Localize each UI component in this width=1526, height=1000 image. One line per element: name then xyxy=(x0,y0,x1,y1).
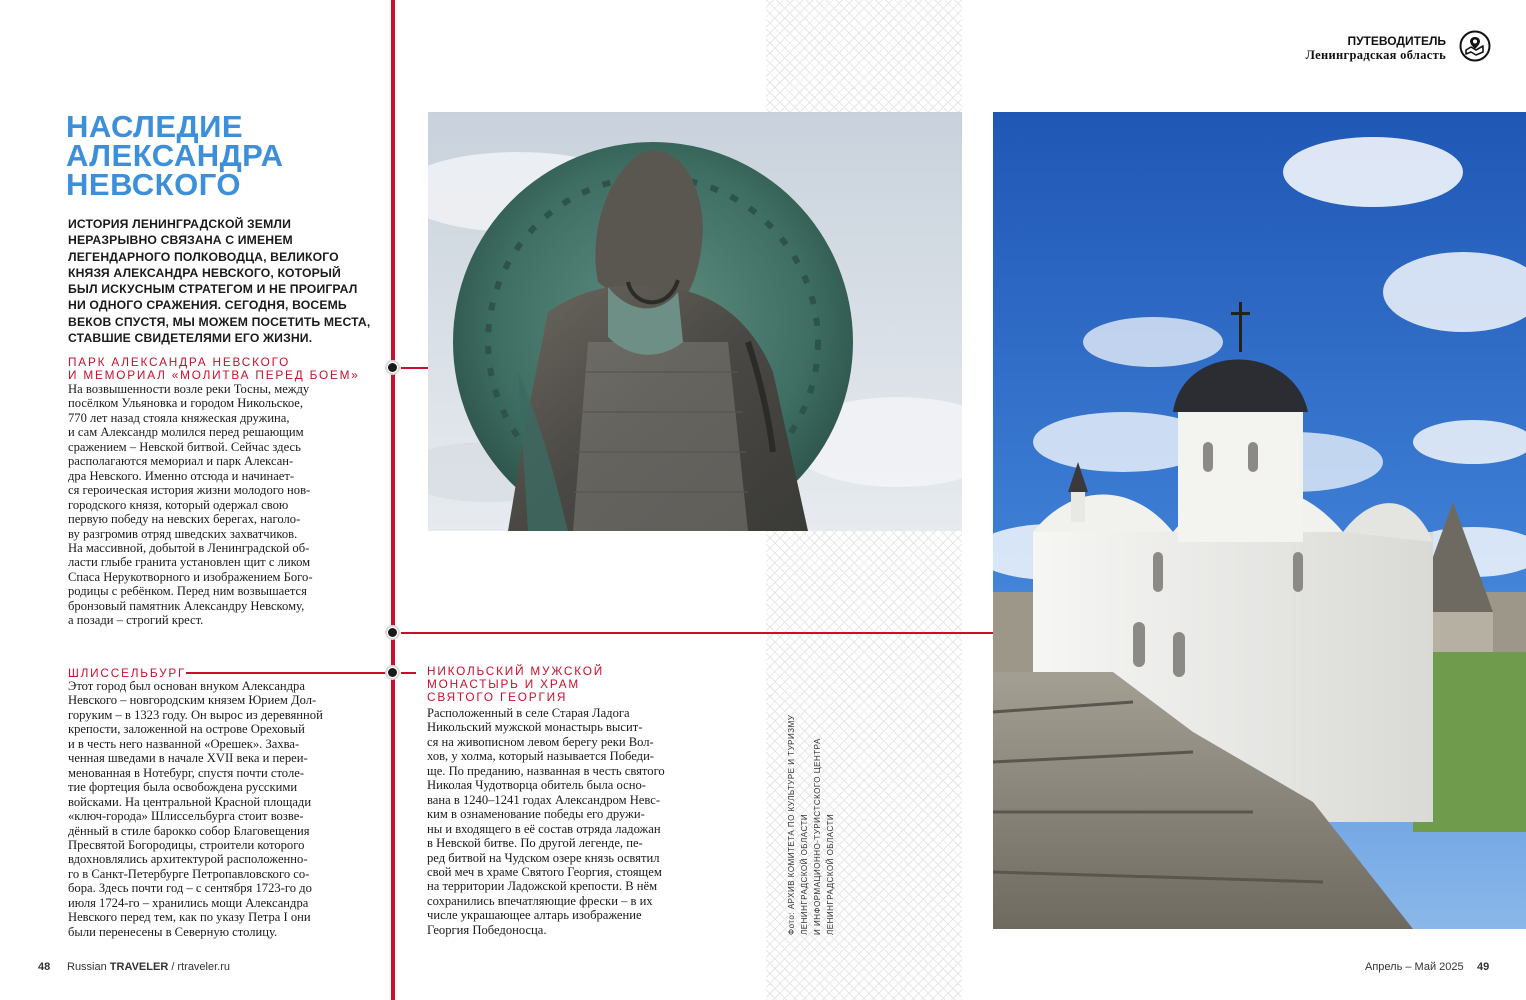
body-line: ся на живописном левом берегу реки Вол- xyxy=(427,734,654,749)
body-line: Невского перед тем, как по указу Петра I они xyxy=(68,910,311,925)
rubric-region: Ленинградская область xyxy=(1305,48,1446,62)
body-line: на территории Ладожской крепости. В нём xyxy=(427,879,658,894)
connector-line xyxy=(401,367,428,369)
magazine-prefix: Russian xyxy=(67,961,110,973)
section-heading-park xyxy=(68,356,368,382)
body-line: бора. Здесь почти год – с сентября 1723-го до xyxy=(68,881,312,896)
body-line: На возвышенности возле реки Тосны, между xyxy=(68,382,310,396)
body-line: ласти глыбе гранита установлен щит с ликом xyxy=(68,555,311,570)
magazine-site: / rtraveler.ru xyxy=(168,961,231,973)
timeline-vertical-line xyxy=(391,0,395,1000)
body-line: и в честь него названной «Орешек». Захва- xyxy=(68,736,300,751)
body-line: дённый в стиле барокко собор Благовещения xyxy=(68,823,310,838)
section-body-shlisselburg xyxy=(68,679,388,939)
body-line: ся героическая история жизни молодого нов- xyxy=(68,483,311,498)
body-line: вана в 1240–1241 годах Александром Невс- xyxy=(427,792,661,807)
body-line: менованная в Нотебург, спустя почти столе- xyxy=(68,765,305,780)
church-photo xyxy=(993,112,1526,929)
heading-line: СВЯТОГО ГЕОРГИЯ xyxy=(427,690,568,704)
body-line: го в Санкт-Петербурге Петропавловского со- xyxy=(68,866,310,881)
title-line: АЛЕКСАНДРА xyxy=(66,138,284,173)
statue-photo xyxy=(428,112,962,531)
heading-line: ПАРК АЛЕКСАНДРА НЕВСКОГО xyxy=(68,355,291,369)
body-line: ще. По преданию, названная в честь святого xyxy=(427,763,665,778)
body-line: первую победу на невских берегах, наголо- xyxy=(68,512,301,527)
credit-line: Фото: АРХИВ КОМИТЕТА ПО КУЛЬТУРЕ И ТУРИЗМУ xyxy=(787,714,796,935)
body-line: Спаса Нерукотворного и изображением Бого- xyxy=(68,569,313,584)
body-line: были перенесены в Северную столицу. xyxy=(68,924,278,939)
page-rubric xyxy=(1306,34,1446,63)
section-heading-monastery xyxy=(427,665,747,704)
body-line: Этот город был основан внуком Александра xyxy=(68,679,305,693)
heading-line: МОНАСТЫРЬ И ХРАМ xyxy=(427,677,580,691)
body-line: Расположенный в селе Старая Ладога xyxy=(427,706,630,720)
body-line: числе украшающее алтарь изображение xyxy=(427,908,642,923)
body-line: Георгия Победоносца. xyxy=(427,922,547,937)
timeline-dot xyxy=(385,625,400,640)
credit-line: И ИНФОРМАЦИОННО-ТУРИСТСКОГО ЦЕНТРА xyxy=(813,738,822,935)
body-line: ким в ознаменование победы его дружи- xyxy=(427,807,645,822)
body-line: тие фортеция была освобождена русскими xyxy=(68,780,298,795)
article-lead: ИСТОРИЯ ЛЕНИНГРАДСКОЙ ЗЕМЛИ НЕРАЗРЫВНО СВЯЗАНА С ИМЕНЕМ ЛЕГЕНДАРНОГО ПОЛКОВОДЦА, ВЕЛИКОГО КНЯЗЯ АЛЕКСАНДРА НЕВСКОГО, КОТОРЫЙ БЫЛ ИСКУСНЫМ СТРАТЕГОМ И НЕ ПРОИГРАЛ НИ ОДНОГО СРАЖЕНИЯ. СЕГОДНЯ, ВОСЕМЬ ВЕКОВ СПУСТЯ, МЫ МОЖЕМ ПОСЕТИТЬ МЕСТА, СТАВШИЕ СВИДЕТЕЛЯМИ ЕГО ЖИЗНИ. xyxy=(68,217,371,346)
body-line: ред битвой на Чудском озере князь освятил xyxy=(427,850,660,865)
credit-line: ЛЕНИНГРАДСКОЙ ОБЛАСТИ xyxy=(800,813,809,935)
section-body-park xyxy=(68,382,388,628)
body-line: Невского – новгородским князем Юрием Дол- xyxy=(68,693,317,708)
body-line: На массивной, добытой в Ленинградской об- xyxy=(68,540,310,555)
title-line: НАСЛЕДИЕ xyxy=(66,109,244,144)
body-line: свой меч в храме Святого Георгия, стоящем xyxy=(427,864,662,879)
body-line: городского князя, который одержал свою xyxy=(68,497,289,512)
photo-credit xyxy=(785,710,845,935)
body-line: и сам Александр молился перед решающим xyxy=(68,425,304,440)
body-line: ву разгромив отряд шведских захватчиков. xyxy=(68,526,298,541)
body-line: сражением – Невской битвой. Сейчас здесь xyxy=(68,439,301,454)
connector-line xyxy=(401,672,416,674)
connector-line xyxy=(401,632,993,634)
rubric-label: ПУТЕВОДИТЕЛЬ xyxy=(1347,34,1446,48)
title-line: НЕВСКОГО xyxy=(66,167,241,202)
map-icon xyxy=(1459,30,1491,62)
heading-line: НИКОЛЬСКИЙ МУЖСКОЙ xyxy=(427,664,605,678)
body-line: Никольский мужской монастырь высит- xyxy=(427,720,643,735)
section-body-monastery xyxy=(427,706,747,937)
body-line: ченная шведами в начале XVII века и переи- xyxy=(68,751,308,766)
body-line: а позади – строгий крест. xyxy=(68,613,204,628)
body-line: 770 лет назад стояла княжеская дружина, xyxy=(68,410,290,425)
body-line: хов, у холма, который называется Победи- xyxy=(427,749,655,764)
timeline-dot xyxy=(385,360,400,375)
connector-line xyxy=(186,672,386,674)
magazine-credit xyxy=(67,961,230,973)
body-line: вдохновлялись архитектурой расположенно- xyxy=(68,852,308,867)
body-line: бронзовый памятник Александру Невскому, xyxy=(68,598,305,613)
credit-line: ЛЕНИНГРАДСКОЙ ОБЛАСТИ xyxy=(826,813,835,935)
body-line: в Невской битве. По другой легенде, пе- xyxy=(427,836,643,851)
body-line: июля 1724-го – хранились мощи Александра xyxy=(68,895,309,910)
body-line: посёлком Ульяновка и городом Никольское, xyxy=(68,396,304,411)
body-line: дра Невского. Именно отсюда и начинает- xyxy=(68,468,295,483)
body-line: Пресвятой Богородицы, строители которого xyxy=(68,837,305,852)
body-line: Николая Чудотворца обитель была осно- xyxy=(427,778,646,793)
body-line: ны и входящего в её состав отряда ладожан xyxy=(427,821,661,836)
body-line: сохранились впечатляющие фрески – в их xyxy=(427,893,653,908)
timeline-dot xyxy=(385,665,400,680)
issue-date: Апрель – Май 2025 xyxy=(1365,961,1464,973)
section-heading-shlisselburg: ШЛИССЕЛЬБУРГ xyxy=(68,666,187,680)
body-line: крепости, заложенной на острове Ореховый xyxy=(68,722,305,737)
body-line: войсками. На центральной Красной площади xyxy=(68,794,312,809)
page-number-left: 48 xyxy=(38,961,51,973)
magazine-brand: TRAVELER xyxy=(109,961,169,973)
body-line: горуким – в 1323 году. Он вырос из деревянной xyxy=(68,707,323,722)
heading-line: И МЕМОРИАЛ «МОЛИТВА ПЕРЕД БОЕМ» xyxy=(68,368,360,382)
body-line: «ключ-города» Шлиссельбурга стоит возве- xyxy=(68,809,304,824)
body-line: располагаются мемориал и парк Алексан- xyxy=(68,454,294,469)
article-title xyxy=(66,109,386,202)
body-line: родицы с ребёнком. Перед ним возвышается xyxy=(68,584,307,599)
page-number-right: 49 xyxy=(1477,961,1490,973)
